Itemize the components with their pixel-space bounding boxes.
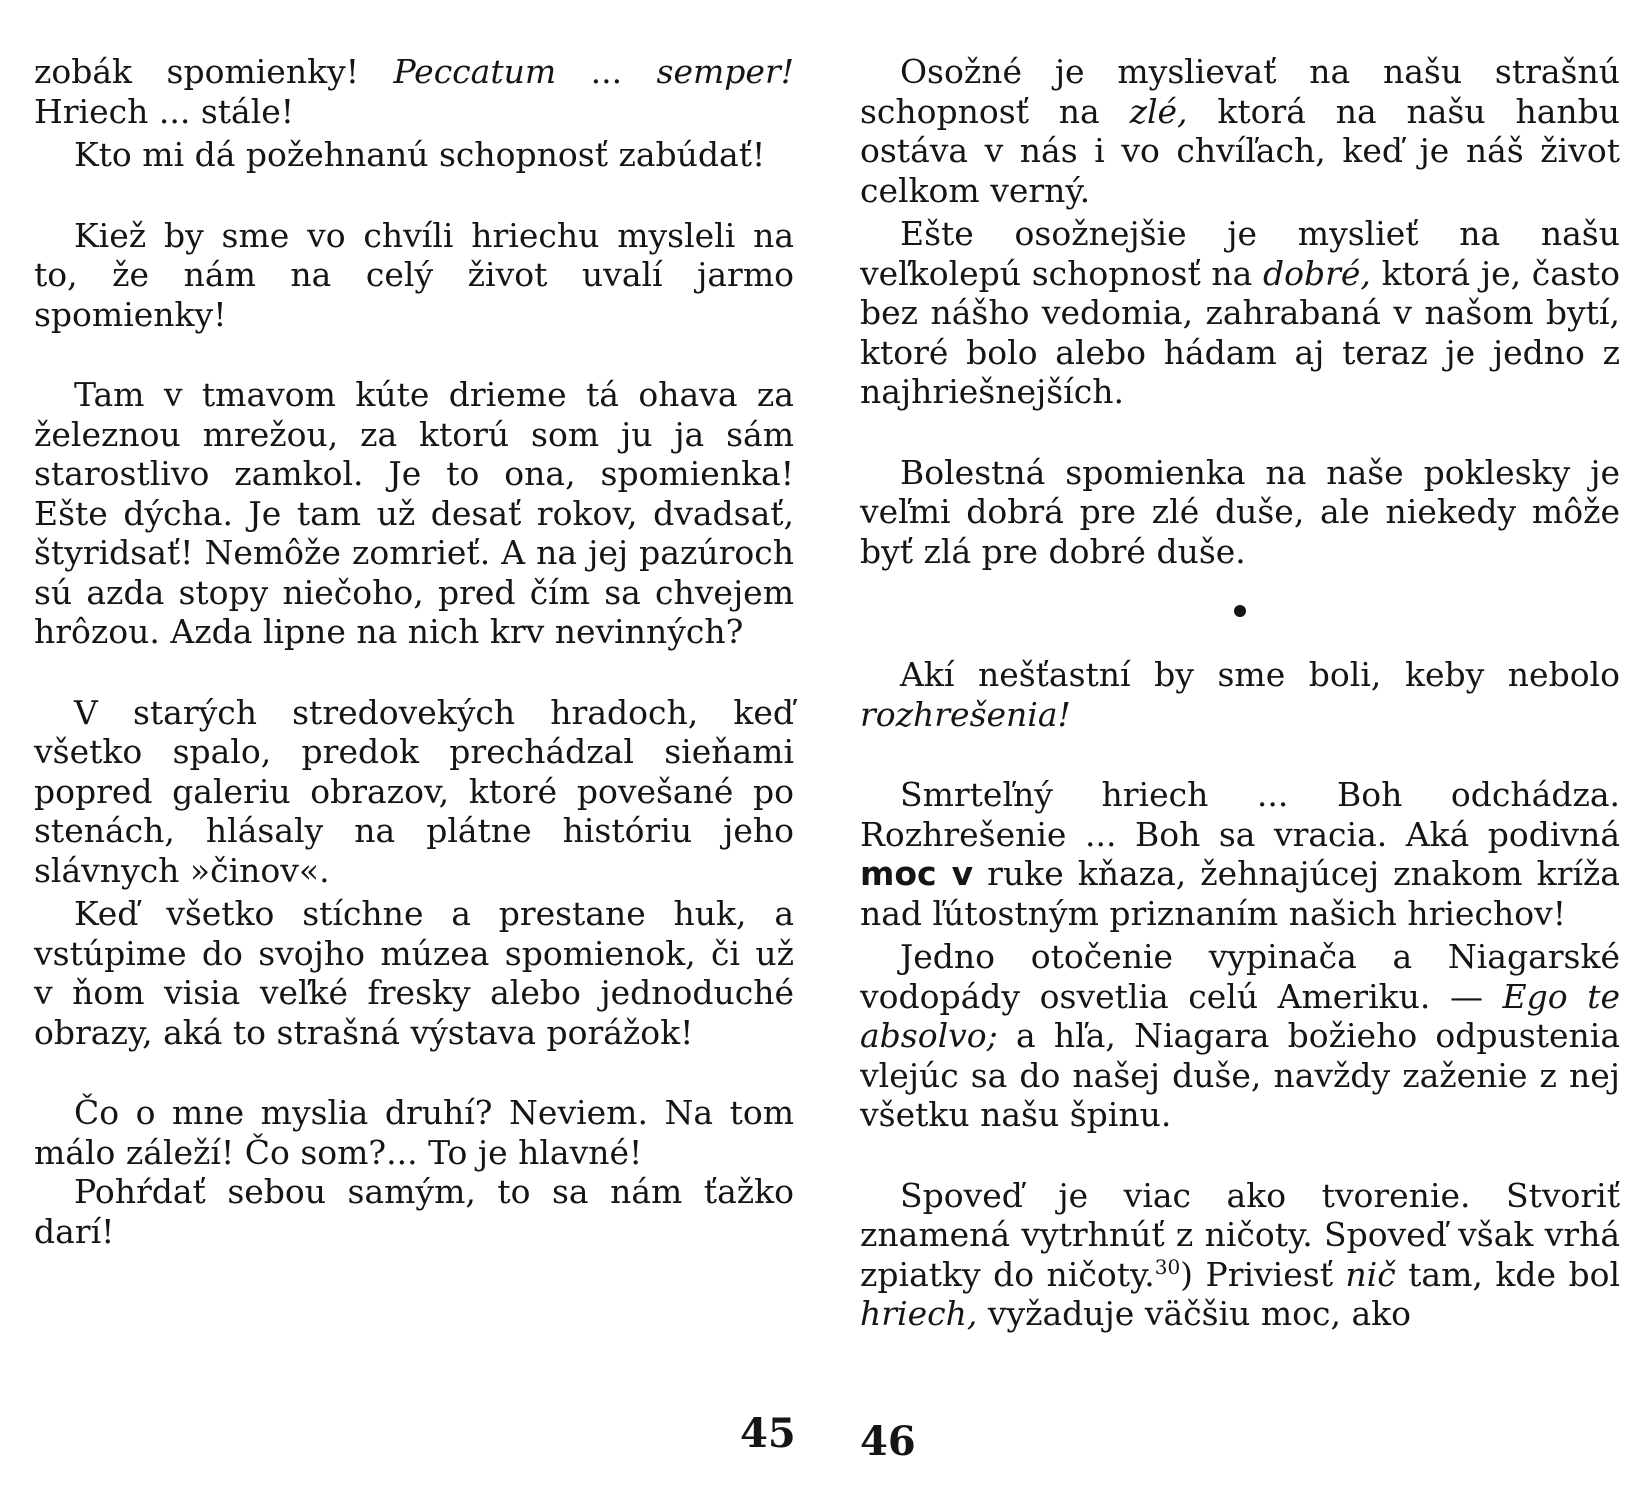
left-paragraph-5: V starých stredovekých hradoch, keď všetko spalo, predok prechádzal sieňami popred galeriu obrazov, ktoré povešané po stenách, hlásaly na plátne históriu jeho slávnych »činov«. (34, 692, 794, 890)
right-paragraph-5: Smrteľný hriech ... Boh odchádza. Rozhrešenie ... Boh sa vracia. Aká podivná moc v ruke kňaza, žehnajúcej znakom kríža nad ľútostným priznaním našich hriechov! (860, 775, 1620, 933)
section-divider-dot (1234, 605, 1246, 617)
right-paragraph-3: Bolestná spomienka na naše poklesky je veľmi dobrá pre zlé duše, ale niekedy môže byť zlá pre dobré duše. (860, 452, 1620, 571)
left-paragraph-8: Pohŕdať sebou samým, to sa nám ťažko darí! (34, 1172, 794, 1251)
left-paragraph-1: zobák spomienky! Peccatum ... semper! Hriech ... stále! (34, 52, 794, 131)
right-paragraph-2: Ešte osožnejšie je myslieť na našu veľkolepú schopnosť na dobré, ktorá je, často bez nášho vedomia, zahrabaná v našom bytí, ktoré bolo alebo hádam aj teraz je jedno z najhriešnejších. (860, 214, 1620, 411)
page-number-left: 45 (740, 1410, 796, 1457)
left-paragraph-2: Kto mi dá požehnanú schopnosť zabúdať! (74, 135, 766, 174)
right-paragraph-4: Akí nešťastní by sme boli, keby nebolo rozhrešenia! (860, 655, 1620, 734)
left-paragraph-3: Kiež by sme vo chvíli hriechu mysleli na to, že nám na celý život uvalí jarmo spomienky! (34, 215, 794, 334)
left-paragraph-7: Čo o mne myslia druhí? Neviem. Na tom málo záleží! Čo som?... To je hlavné! (34, 1093, 794, 1172)
footnote-reference: 30 (1154, 1254, 1181, 1279)
left-paragraph-6: Keď všetko stíchne a prestane huk, a vstúpime do svojho múzea spomienok, či už v ňom visia veľké fresky alebo jednoduché obrazy, aká to strašná výstava porážok! (34, 894, 794, 1052)
right-page (860, 52, 1620, 1334)
left-page (34, 52, 794, 1251)
right-paragraph-7: Spoveď je viac ako tvorenie. Stvoriť znamená vytrhnúť z ničoty. Spoveď však vrhá zpiatky do ničoty.$^{30}$) Priviesť nič tam, kde bol hriech, vyžaduje väčšiu moc, ako (860, 1175, 1621, 1333)
right-paragraph-1: Osožné je myslievať na našu strašnú schopnosť na zlé, ktorá na našu hanbu ostáva v nás i vo chvíľach, keď je náš život celkom verný. (860, 52, 1621, 210)
left-paragraph-4: Tam v tmavom kúte drieme tá ohava za železnou mrežou, za ktorú som ju ja sám starostlivo zamkol. Je to ona, spomienka! Ešte dýcha. Je tam už desať rokov, dvadsať, štyridsať! Nemôže zomrieť. A na jej pazúroch sú azda stopy niečoho, pred čím sa chvejem hrôzou. Azda lipne na nich krv nevinných? (34, 375, 794, 651)
right-paragraph-6: Jedno otočenie vypinača a Niagarské vodopády osvetlia celú Ameriku. — Ego te absolvo; a hľa, Niagara božieho odpustenia vlejúc sa do našej duše, navždy zaženie z nej všetku našu špinu. (860, 937, 1620, 1134)
page-number-right: 46 (860, 1418, 916, 1465)
